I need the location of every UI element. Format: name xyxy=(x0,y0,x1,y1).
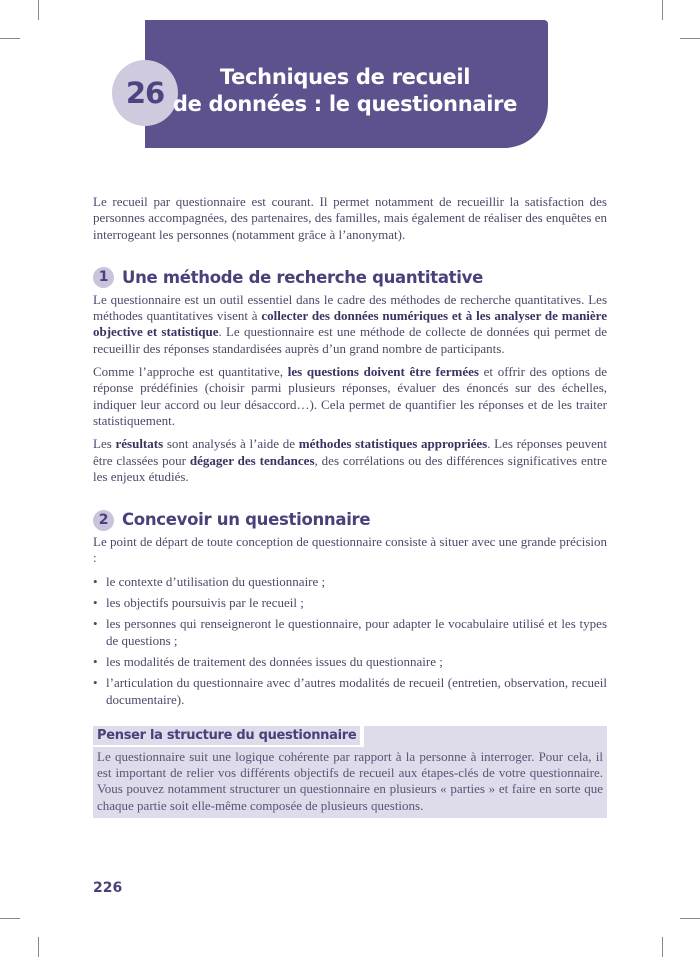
paragraph: Le point de départ de toute conception de questionnaire consiste à situer avec une grande précision : xyxy=(93,534,607,566)
callout-box xyxy=(93,726,607,818)
section-title: Une méthode de recherche quantitative xyxy=(122,267,483,287)
paragraph: Les résultats sont analysés à l’aide de méthodes statistiques appropriées. Les réponses peuvent être classées pour dégager des tendances, des corrélations ou des différences significatives entre les enjeux étudiés. xyxy=(93,436,607,484)
page-number: 226 xyxy=(93,880,123,896)
crop-mark xyxy=(0,38,20,39)
chapter-title xyxy=(170,64,520,118)
list-item: • les modalités de traitement des données issues du questionnaire ; xyxy=(93,654,607,670)
chapter-title-line: Techniques de recueil xyxy=(219,65,471,89)
list-item: • les personnes qui renseigneront le questionnaire, pour adapter le vocabulaire utilisé et les types de questions ; xyxy=(93,616,607,649)
intro-paragraph: Le recueil par questionnaire est courant. Il permet notamment de recueillir la satisfaction des personnes accompagnées, des partenaires, des familles, mais également de réaliser des enquêtes en interrogeant les personnes (notamment grâce à l’anonymat). xyxy=(93,194,607,242)
section-title: Concevoir un questionnaire xyxy=(122,510,371,530)
section-number: 2 xyxy=(93,510,114,531)
crop-mark xyxy=(0,918,20,919)
section-heading-1 xyxy=(93,267,607,289)
crop-mark xyxy=(38,937,39,957)
crop-mark xyxy=(680,38,700,39)
page-content xyxy=(93,194,607,818)
crop-mark xyxy=(680,918,700,919)
list-item: • les objectifs poursuivis par le recueil ; xyxy=(93,595,607,611)
paragraph: Comme l’approche est quantitative, les questions doivent être fermées et offrir des options de réponse prédéfinies (choisir parmi plusieurs réponses, évaluer des énoncés sur des échelles, indiquer leur accord ou leur désaccord…). Cela permet de quantifier les réponses et de les traiter statistiquement. xyxy=(93,364,607,428)
crop-mark xyxy=(38,0,39,20)
section-number: 1 xyxy=(93,267,114,288)
list-item: • l’articulation du questionnaire avec d’autres modalités de recueil (entretien, observation, recueil documentaire). xyxy=(93,675,607,708)
callout-text: Le questionnaire suit une logique cohérente par rapport à la personne à interroger. Pour cela, il est important de relier vos différents objectifs de recueil aux étapes-clés de votre questionnaire. Vous pouvez notamment structurer un questionnaire en plusieurs « parties » et faire en sorte que chaque partie soit elle-même composée de plusieurs questions. xyxy=(97,748,603,813)
crop-mark xyxy=(662,0,663,20)
paragraph: Le questionnaire est un outil essentiel dans le cadre des méthodes de recherche quantitatives. Les méthodes quantitatives visent à collecter des données numériques et à les analyser de manière objective et statistique. Le questionnaire est une méthode de collecte de données qui permet de recueillir des réponses standardisées auprès d’un grand nombre de participants. xyxy=(93,291,608,356)
list-item: • le contexte d’utilisation du questionnaire ; xyxy=(93,574,607,590)
section-heading-2 xyxy=(93,509,607,531)
chapter-number: 26 xyxy=(112,60,178,126)
callout-title: Penser la structure du questionnaire xyxy=(93,726,364,747)
chapter-title-line: de données : le questionnaire xyxy=(172,92,518,116)
crop-mark xyxy=(662,937,663,957)
bullet-list xyxy=(93,574,607,708)
